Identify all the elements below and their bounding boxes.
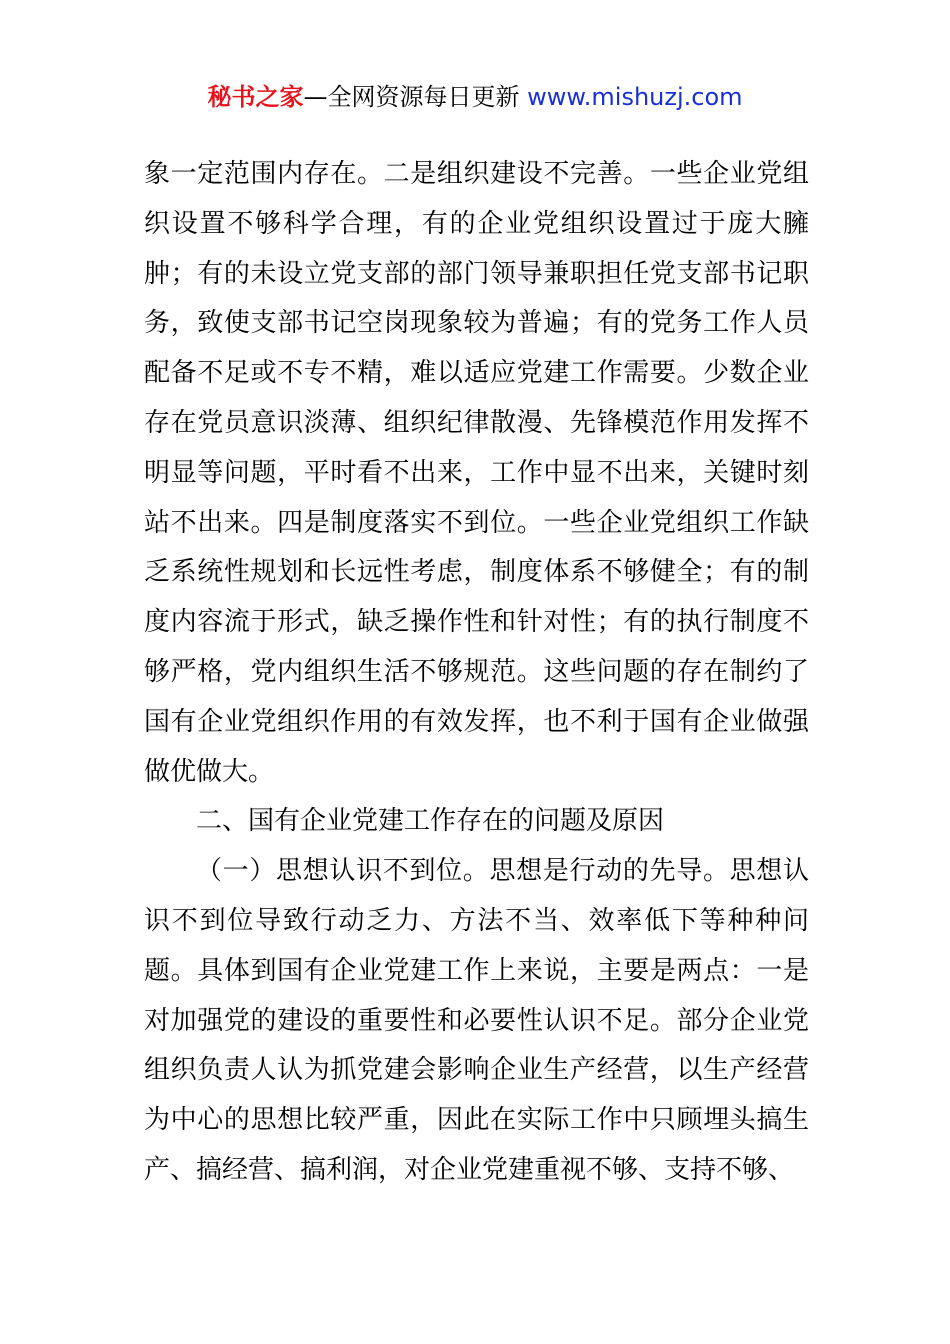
site-url-link[interactable]: www.mishuzj.com bbox=[519, 83, 743, 111]
document-body bbox=[144, 150, 809, 1196]
site-brand: 秘书之家 bbox=[207, 83, 304, 111]
body-paragraph: 象一定范围内存在。二是组织建设不完善。一些企业党组织设置不够科学合理，有的企业党组织设置过于庞大臃肿；有的未设立党支部的部门领导兼职担任党支部书记职务，致使支部书记空岗现象较为普遍；有的党务工作人员配备不足或不专不精，难以适应党建工作需要。少数企业存在党员意识淡薄、组织纪律散漫、先锋模范作用发挥不明显等问题，平时看不出来，工作中显不出来，关键时刻站不出来。四是制度落实不到位。一些企业党组织工作缺乏系统性规划和长远性考虑，制度体系不够健全；有的制度内容流于形式，缺乏操作性和针对性；有的执行制度不够严格，党内组织生活不够规范。这些问题的存在制约了国有企业党组织作用的有效发挥，也不利于国有企业做强做优做大。 bbox=[144, 159, 809, 787]
site-tagline: —全网资源每日更新 bbox=[303, 83, 520, 111]
site-header bbox=[0, 80, 950, 114]
body-paragraph: （一）思想认识不到位。思想是行动的先导。思想认识不到位导致行动乏力、方法不当、效率低下等种种问题。具体到国有企业党建工作上来说，主要是两点：一是对加强党的建设的重要性和必要性认识不足。部分企业党组织负责人认为抓党建会影响企业生产经营，以生产经营为中心的思想比较严重，因此在实际工作中只顾埋头搞生产、搞经营、搞利润，对企业党建重视不够、支持不够、 bbox=[144, 856, 809, 1185]
section-heading: 二、国有企业党建工作存在的问题及原因 bbox=[196, 806, 665, 837]
